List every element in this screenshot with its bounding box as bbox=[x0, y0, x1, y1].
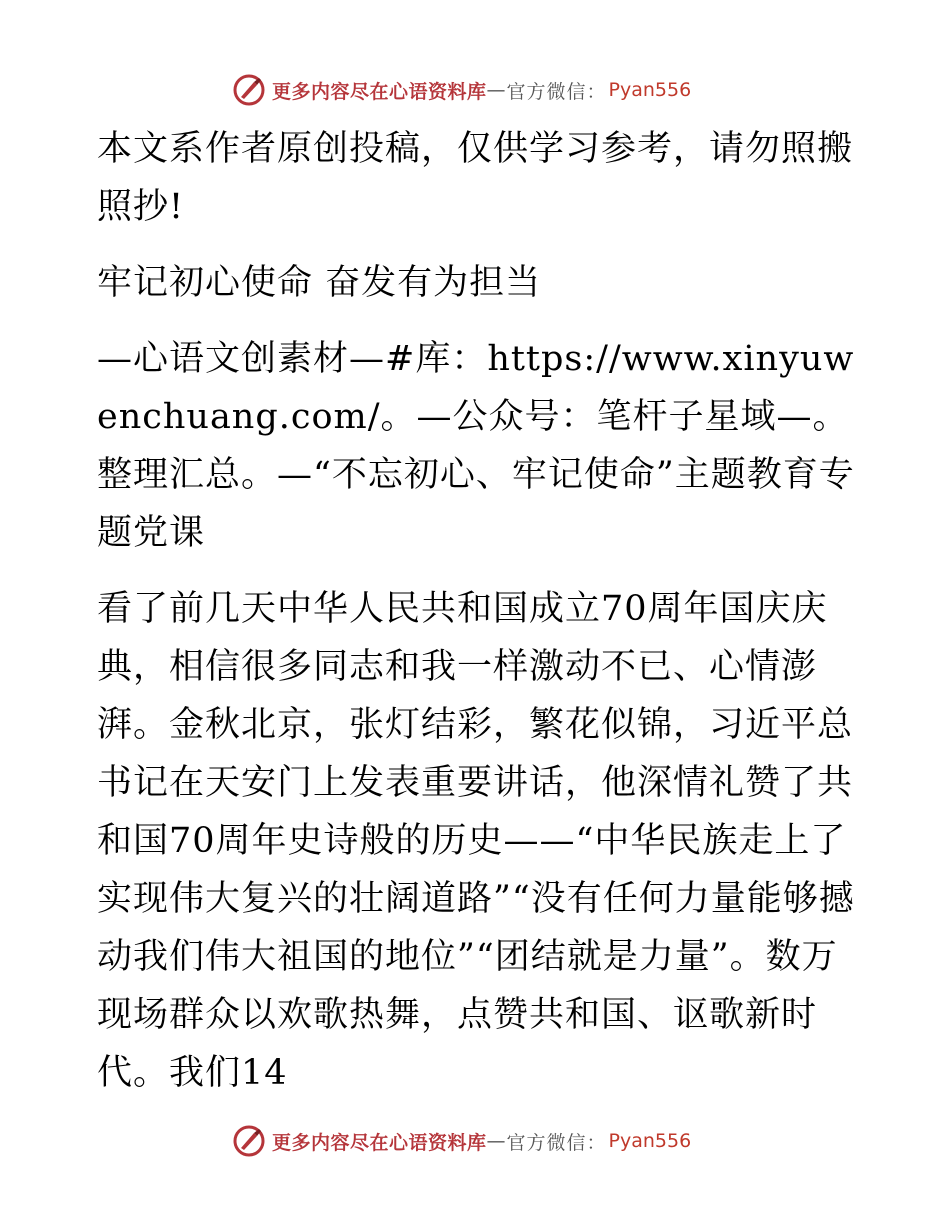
banner-wechat-id: Pyan556 bbox=[608, 79, 692, 101]
quill-pen-logo-icon bbox=[232, 73, 266, 107]
banner-main-text: 更多内容尽在心语资料库 bbox=[272, 1131, 487, 1154]
banner-separator: — bbox=[486, 79, 507, 101]
footer-banner bbox=[232, 1121, 712, 1161]
banner-separator: — bbox=[486, 1130, 507, 1152]
header-banner bbox=[232, 70, 712, 110]
body-paragraph: 看了前几天中华人民共和国成立70周年国庆庆典，相信很多同志和我一样激动不已、心情澎湃。金秋北京，张灯结彩，繁花似锦，习近平总书记在天安门上发表重要讲话，他深情礼赞了共和国70周年史诗般的历史——“中华民族走上了实现伟大复兴的壮阔道路”“没有任何力量能够撼动我们伟大祖国的地位”“团结就是力量”。数万现场群众以欢歌热舞，点赞共和国、讴歌新时代。我们14 bbox=[97, 589, 855, 1093]
quill-pen-logo-icon bbox=[232, 1124, 266, 1158]
banner-wechat-id: Pyan556 bbox=[608, 1130, 692, 1152]
document-body bbox=[97, 120, 857, 1120]
disclaimer-paragraph: 本文系作者原创投稿，仅供学习参考，请勿照搬照抄! bbox=[97, 129, 854, 227]
banner-main-text: 更多内容尽在心语资料库 bbox=[272, 80, 487, 103]
banner-sub-text: 官方微信： bbox=[506, 1131, 607, 1154]
document-title: 牢记初心使命 奋发有为担当 bbox=[97, 263, 542, 303]
source-paragraph: —心语文创素材—#库：https://www.xinyuwenchuang.com/。—公众号：笔杆子星域—。整理汇总。—“不忘初心、牢记使命”主题教育专题党课 bbox=[97, 339, 855, 553]
banner-sub-text: 官方微信： bbox=[506, 80, 607, 103]
